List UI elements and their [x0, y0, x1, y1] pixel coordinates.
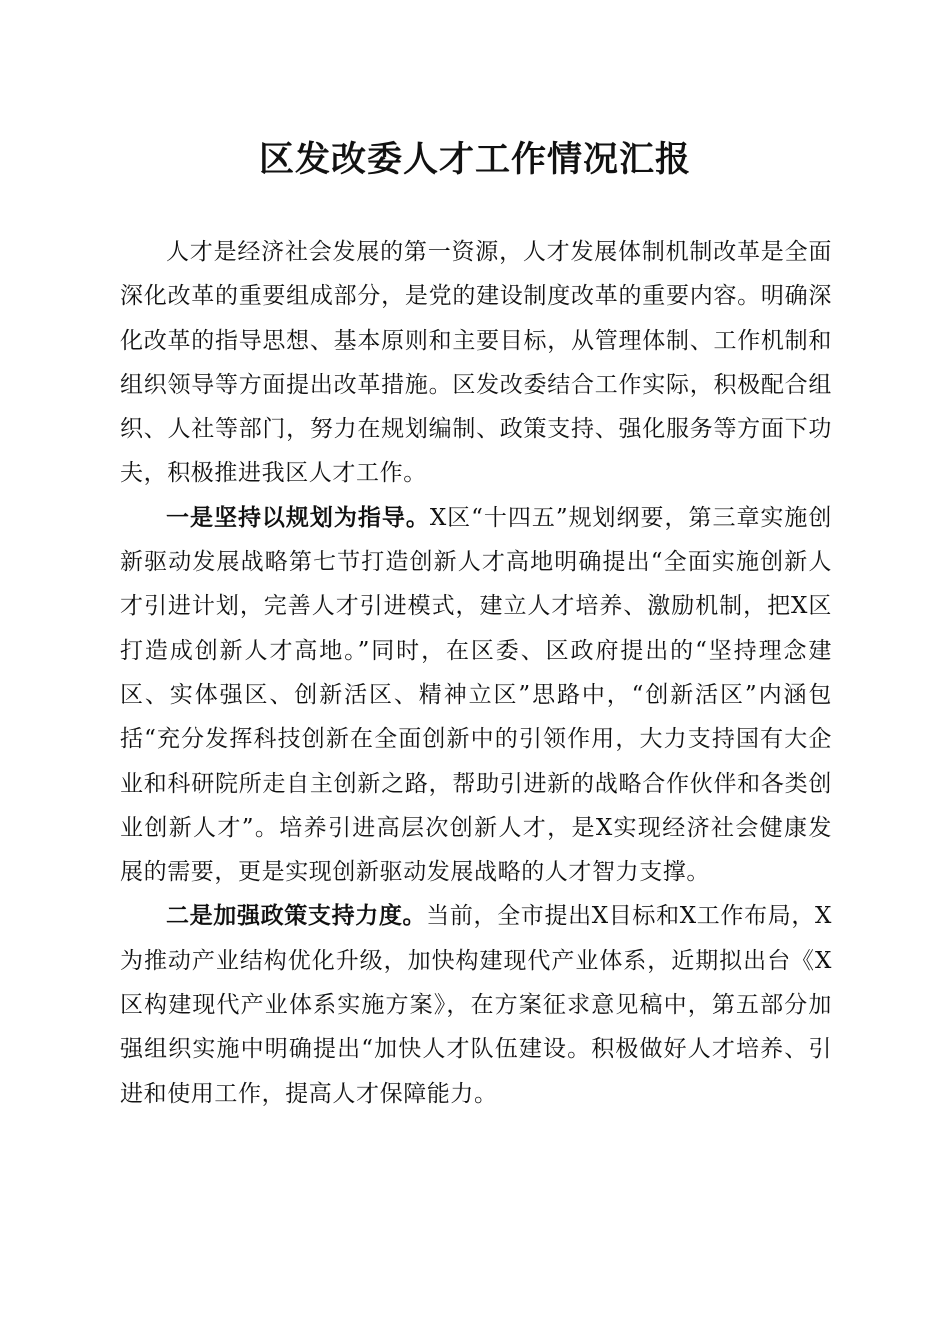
paragraph-text: X区“十四五”规划纲要，第三章实施创新驱动发展战略第七节打造创新人才高地明确提出“全面实施创新人才引进计划，完善人才引进模式，建立人才培养、激励机制，把X区打造成创新人才高地。”同时，在区委、区政府提出的“坚持理念建区、实体强区、创新活区、精神立区”思路中，“创新活区”内涵包括“充分发挥科技创新在全面创新中的引领作用，大力支持国有大企业和科研院所走自主创新之路，帮助引进新的战略合作伙伴和各类创业创新人才”。培养引进高层次创新人才，是X实现经济社会健康发展的需要，更是实现创新驱动发展战略的人才智力支撑。 — [120, 504, 832, 886]
paragraph-text: 当前，全市提出X目标和X工作布局，X为推动产业结构优化升级，加快构建现代产业体系，近期拟出台《X区构建现代产业体系实施方案》，在方案征求意见稿中，第五部分加强组织实施中明确提出“加快人才队伍建设。积极做好人才培养、引进和使用工作，提高人才保障能力。 — [120, 903, 833, 1107]
paragraph-intro — [120, 230, 832, 496]
paragraph-planning — [120, 496, 832, 895]
paragraph-lead-heading: 二是加强政策支持力度。 — [166, 902, 427, 930]
paragraph-text: 人才是经济社会发展的第一资源，人才发展体制机制改革是全面深化改革的重要组成部分，是党的建设制度改革的重要内容。明确深化改革的指导思想、基本原则和主要目标，从管理体制、工作机制和组织领导等方面提出改革措施。区发改委结合工作实际，积极配合组织、人社等部门，努力在规划编制、政策支持、强化服务等方面下功夫，积极推进我区人才工作。 — [120, 239, 832, 487]
paragraph-lead-heading: 一是坚持以规划为指导。 — [166, 503, 430, 531]
document-body — [120, 230, 832, 1116]
document-title: 区发改委人才工作情况汇报 — [258, 139, 691, 180]
paragraph-policy — [120, 894, 832, 1115]
